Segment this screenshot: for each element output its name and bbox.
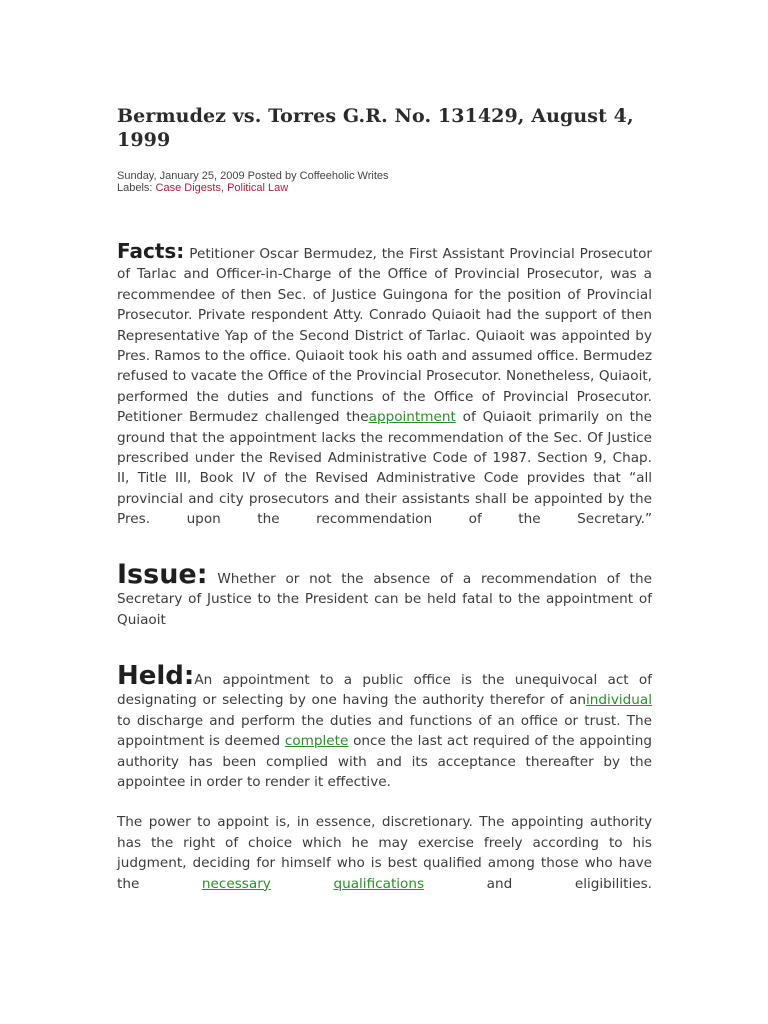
- held-p2-space: [271, 876, 334, 892]
- post-meta: [117, 170, 652, 194]
- individual-link[interactable]: individual: [586, 692, 652, 709]
- held-section: [117, 660, 652, 792]
- issue-heading: Issue:: [117, 558, 208, 590]
- post-byline: Sunday, January 25, 2009 Posted by Coffeeholic Writes: [117, 170, 389, 182]
- necessary-link[interactable]: necessary: [201, 875, 271, 892]
- facts-text-1: Petitioner Oscar Bermudez, the First Assistant Provincial Prosecutor of Tarlac and Officer-in-Charge of the Office of Provincial Prosecutor, was a recommendee of then Sec. of Justice Guingona for the position of Provincial Prosecutor. Private respondent Atty. Conrado Quiaoit had the support of then Representative Yap of the Second District of Tarlac. Quiaoit was appointed by Pres. Ramos to the office. Quiaoit took his oath and assumed office. Bermudez refused to vacate the Office of the Provincial Prosecutor. Nonetheless, Quiaoit, performed the duties and functions of the Office of Provincial Prosecutor. Petitioner Bermudez challenged the: [117, 246, 652, 426]
- held-text-3: once the last act required of the appointing authority has been complied with and its acceptance thereafter by the appointee in order to render it effective.: [117, 733, 652, 790]
- complete-link[interactable]: complete: [284, 733, 349, 750]
- facts-section: [117, 241, 652, 530]
- held-p2-text-1: The power to appoint is, in essence, discretionary. The appointing authority has the right of choice which he may exercise freely according to his judgment, deciding for himself who is best qualified among those who have the: [117, 814, 652, 892]
- labels-prefix: Labels:: [117, 182, 156, 194]
- page-title: Bermudez vs. Torres G.R. No. 131429, August 4, 1999: [117, 105, 634, 151]
- label-case-digests-link[interactable]: Case Digests: [155, 182, 221, 194]
- held-text-2: to discharge and perform the duties and functions of an office or trust. The appointment is deemed: [117, 712, 652, 750]
- document-page: [117, 104, 652, 908]
- label-political-law-link[interactable]: Political Law: [227, 182, 289, 194]
- facts-text-2: of Quiaoit primarily on the ground that the appointment lacks the recommendation of the Sec. Of Justice prescribed under the Revised Administrative Code of 1987. Section 9, Chap. II, Title III, Book IV of the Revised Administrative Code provides that “all provincial and city prosecutors and their assistants shall be appointed by the Pres. upon the recommendation of the Secretary.”: [117, 409, 652, 528]
- held-heading: Held:: [117, 660, 195, 691]
- held-p2-text-2: and eligibilities.: [424, 875, 652, 892]
- facts-heading: Facts:: [117, 239, 185, 263]
- label-separator: ,: [220, 182, 228, 194]
- qualifications-link[interactable]: qualifications: [333, 875, 425, 892]
- held-text-1: An appointment to a public office is the unequivocal act of designating or selecting by one having the authority therefor of an: [117, 671, 652, 709]
- issue-section: [117, 558, 652, 630]
- issue-text: Whether or not the absence of a recommendation of the Secretary of Justice to the President can be held fatal to the appointment of Quiaoit: [117, 570, 652, 628]
- appointment-link[interactable]: appointment: [368, 409, 456, 426]
- post-labels: [117, 182, 652, 194]
- held-paragraph-2: [117, 812, 652, 894]
